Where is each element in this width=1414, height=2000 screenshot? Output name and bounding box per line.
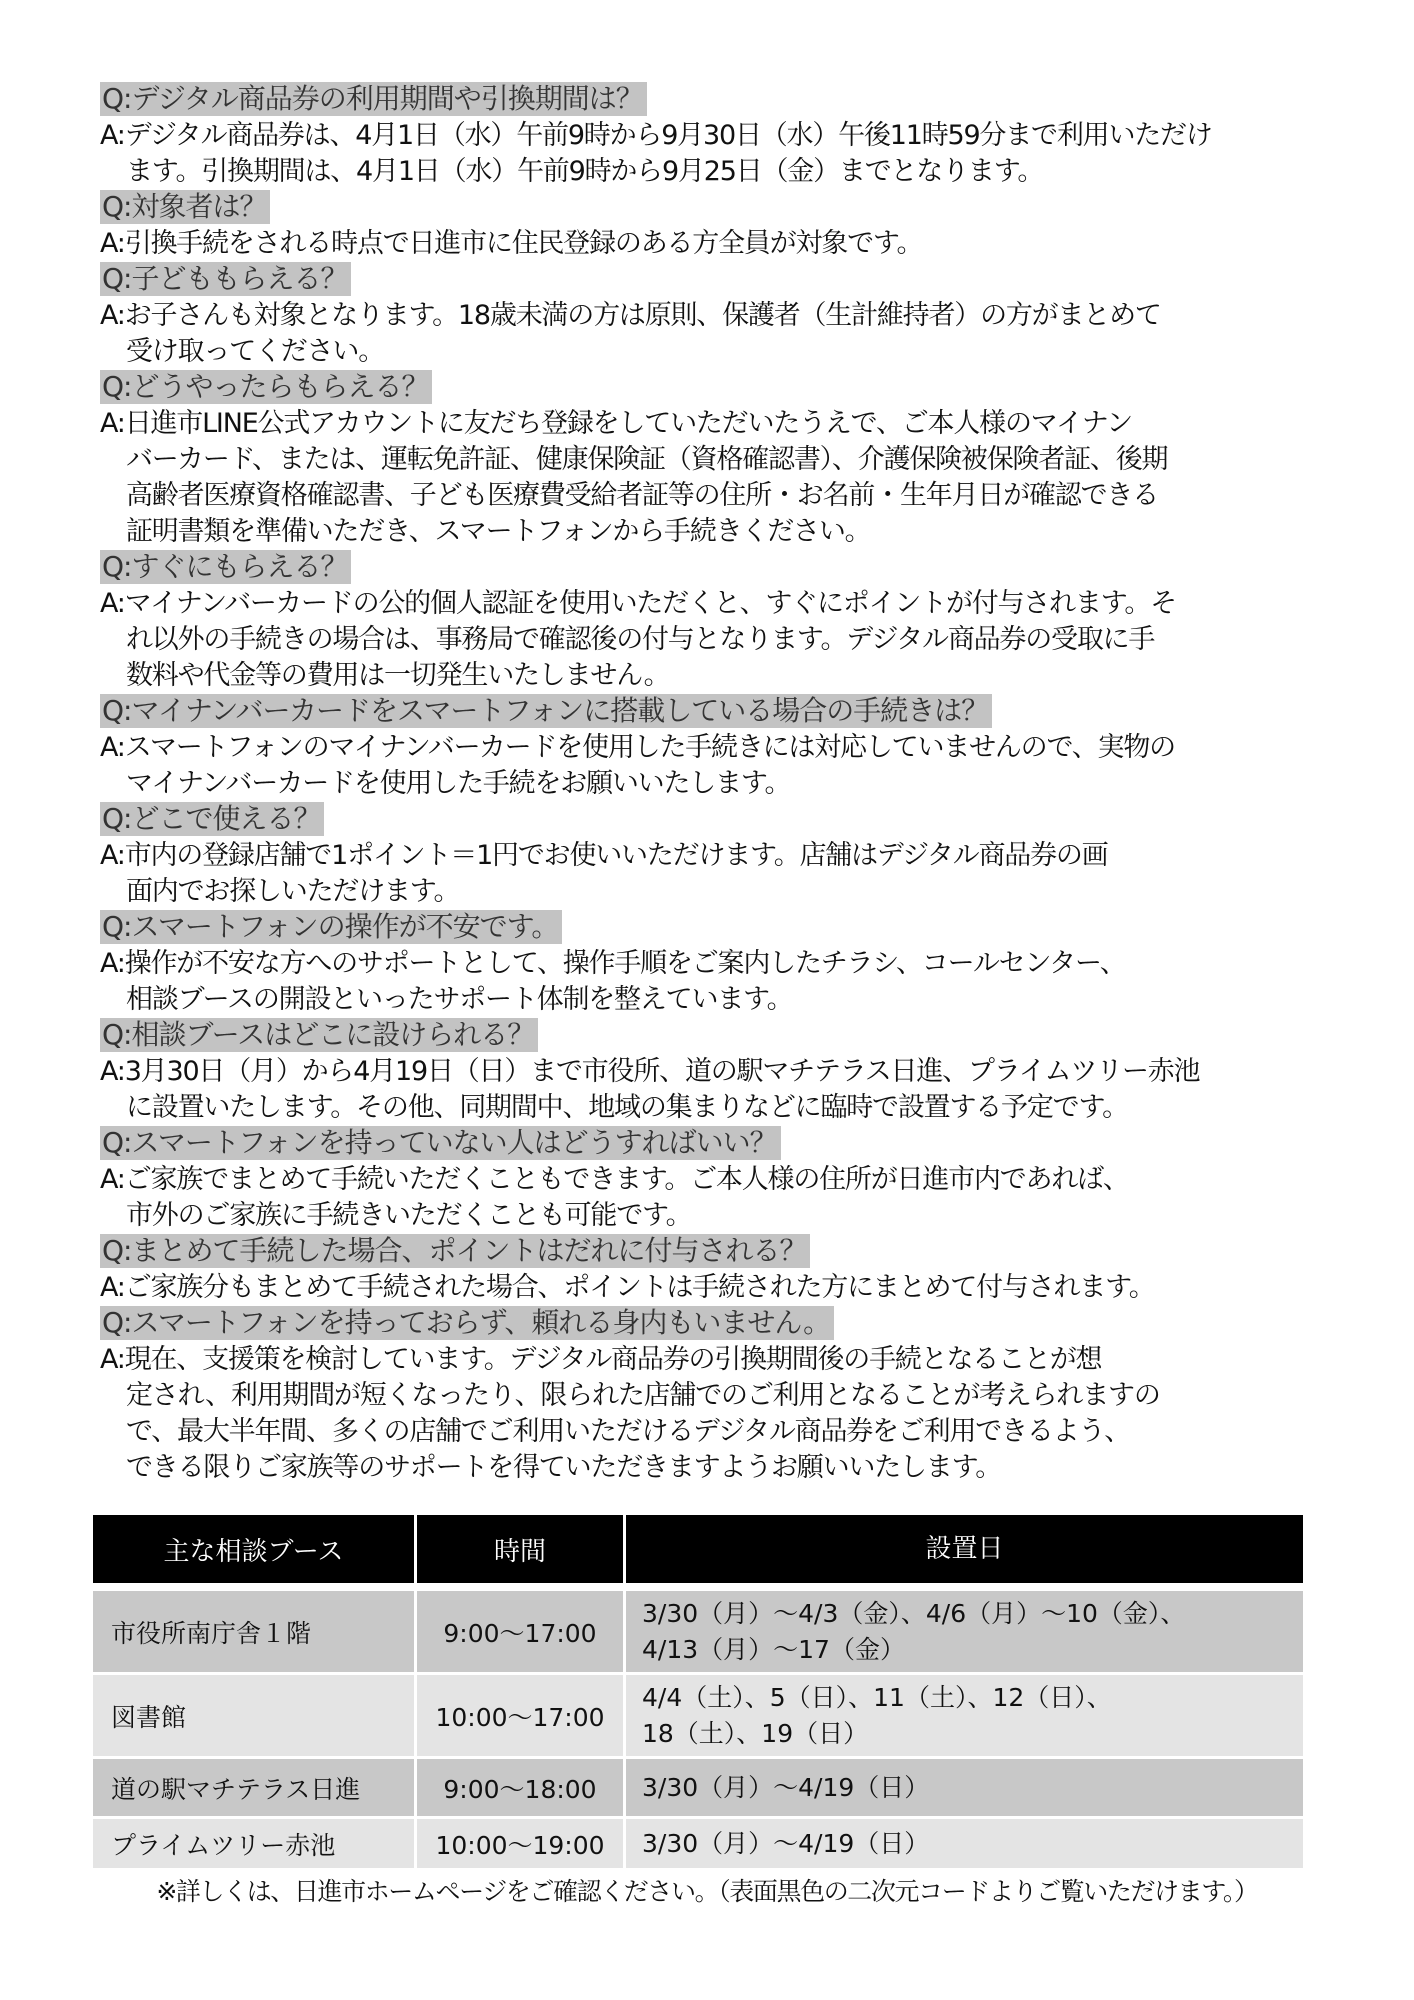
faq-question: Q:どうやったらもらえる？ <box>100 370 432 404</box>
faq-question: Q:すぐにもらえる？ <box>100 550 351 584</box>
booth-location: 道の駅マチテラス日進 <box>93 1759 414 1816</box>
booth-dates: 3/30（月）～4/19（日） <box>626 1759 1303 1816</box>
faq-question: Q:相談ブースはどこに設けられる？ <box>100 1018 538 1052</box>
faq-item <box>100 1126 1330 1234</box>
booth-hours: 10:00～19:00 <box>417 1819 623 1868</box>
faq-section <box>100 82 1330 1486</box>
booth-hours: 9:00～18:00 <box>417 1759 623 1816</box>
faq-question: Q:スマートフォンを持っておらず、頼れる身内もいません。 <box>100 1306 834 1340</box>
booth-dates-line: 4/4（土）、5（日）、11（土）、12（日）、 <box>642 1682 1112 1712</box>
faq-item <box>100 1234 1330 1306</box>
header-hours: 時間 <box>417 1515 623 1583</box>
booth-dates-line: 4/13（月）～17（金） <box>642 1634 905 1664</box>
faq-answer-line: A:3月30日（月）から4月19日（日）まで市役所、道の駅マチテラス日進、プライムツリー赤池 <box>100 1056 1200 1087</box>
faq-item <box>100 262 1330 370</box>
faq-answer-line: A:現在、支援策を検討しています。デジタル商品券の引換期間後の手続となることが想 <box>100 1344 1102 1375</box>
faq-answer-line: できる限りご家族等のサポートを得ていただきますようお願いいたします。 <box>126 1452 1002 1483</box>
faq-answer-line: バーカード、または、運転免許証、健康保険証（資格確認書）、介護保険被保険者証、後期 <box>126 444 1168 475</box>
faq-answer-line: 高齢者医療資格確認書、子ども医療費受給者証等の住所・お名前・生年月日が確認できる <box>126 480 1158 511</box>
header-location: 主な相談ブース <box>93 1515 414 1583</box>
table-row <box>93 1759 1303 1816</box>
faq-answer-line: A:引換手続をされる時点で日進市に住民登録のある方全員が対象です。 <box>100 228 923 259</box>
faq-item <box>100 550 1330 694</box>
faq-answer-line: 数料や代金等の費用は一切発生いたしません。 <box>126 660 670 691</box>
table-row <box>93 1675 1303 1756</box>
booth-dates <box>626 1591 1303 1672</box>
faq-answer-line: A:ご家族でまとめて手続いただくこともできます。ご本人様の住所が日進市内であれば、 <box>100 1164 1129 1195</box>
table-row <box>93 1819 1303 1868</box>
faq-answer-line: A:操作が不安な方へのサポートとして、操作手順をご案内したチラシ、コールセンター、 <box>100 948 1126 979</box>
booth-dates <box>626 1675 1303 1756</box>
booth-hours: 10:00～17:00 <box>417 1675 623 1756</box>
faq-question: Q:デジタル商品券の利用期間や引換期間は？ <box>100 82 647 116</box>
faq-item <box>100 370 1330 550</box>
table-row <box>93 1591 1303 1672</box>
booth-location: 図書館 <box>93 1675 414 1756</box>
faq-answer-line: A:日進市LINE公式アカウントに友だち登録をしていただいたうえで、ご本人様のマイナン <box>100 408 1133 439</box>
faq-answer-line: 市外のご家族に手続きいただくことも可能です。 <box>126 1200 692 1231</box>
faq-question: Q:どこで使える？ <box>100 802 324 836</box>
faq-question: Q:マイナンバーカードをスマートフォンに搭載している場合の手続きは？ <box>100 694 992 728</box>
faq-item <box>100 802 1330 910</box>
faq-answer-line: A:ご家族分もまとめて手続された場合、ポイントは手続された方にまとめて付与されます。 <box>100 1272 1155 1303</box>
faq-answer-line: 受け取ってください。 <box>126 336 384 367</box>
booth-dates: 3/30（月）～4/19（日） <box>626 1819 1303 1868</box>
faq-answer-line: A:お子さんも対象となります。18歳未満の方は原則、保護者（生計維持者）の方がまとめて <box>100 300 1161 331</box>
faq-question: Q:子どももらえる？ <box>100 262 351 296</box>
faq-item <box>100 1018 1330 1126</box>
footer-note: ※詳しくは、日進市ホームページをご確認ください。（表面黒色の二次元コードよりご覧いただけます。） <box>156 1877 1258 1906</box>
faq-answer-line: マイナンバーカードを使用した手続をお願いいたします。 <box>126 768 791 799</box>
faq-answer-line: 定され、利用期間が短くなったり、限られた店舗でのご利用となることが考えられますの <box>126 1380 1160 1411</box>
faq-question: Q:まとめて手続した場合、ポイントはだれに付与される？ <box>100 1234 810 1268</box>
booth-dates-line: 3/30（月）～4/3（金）、4/6（月）～10（金）、 <box>642 1598 1186 1628</box>
faq-question: Q:スマートフォンの操作が不安です。 <box>100 910 562 944</box>
faq-answer-line: 面内でお探しいただけます。 <box>126 876 460 907</box>
faq-item <box>100 910 1330 1018</box>
faq-item <box>100 190 1330 262</box>
consultation-booth-table <box>93 1515 1303 1868</box>
faq-answer-line: A:スマートフォンのマイナンバーカードを使用した手続きには対応していませんので、実物の <box>100 732 1175 763</box>
faq-answer-line: 証明書類を準備いただき、スマートフォンから手続きください。 <box>126 516 871 547</box>
faq-answer-line: A:デジタル商品券は、4月1日（水）午前9時から9月30日（水）午後11時59分まで利用いただけ <box>100 120 1212 151</box>
table-header-row <box>93 1515 1303 1583</box>
faq-answer-line: A:市内の登録店舗で1ポイント＝1円でお使いいただけます。店舗はデジタル商品券の画 <box>100 840 1108 871</box>
faq-answer-line: に設置いたします。その他、同期間中、地域の集まりなどに臨時で設置する予定です。 <box>126 1092 1128 1123</box>
booth-location: 市役所南庁舎１階 <box>93 1591 414 1672</box>
faq-answer-line: 相談ブースの開設といったサポート体制を整えています。 <box>126 984 793 1015</box>
faq-item <box>100 1306 1330 1486</box>
faq-answer-line: A:マイナンバーカードの公的個人認証を使用いただくと、すぐにポイントが付与されます。そ <box>100 588 1177 619</box>
faq-item <box>100 694 1330 802</box>
faq-question: Q:スマートフォンを持っていない人はどうすればいい？ <box>100 1126 781 1160</box>
faq-answer-line: で、最大半年間、多くの店舗でご利用いただけるデジタル商品券をご利用できるよう、 <box>126 1416 1131 1447</box>
booth-location: プライムツリー赤池 <box>93 1819 414 1868</box>
faq-answer-line: れ以外の手続きの場合は、事務局で確認後の付与となります。デジタル商品券の受取に手 <box>126 624 1155 655</box>
booth-hours: 9:00～17:00 <box>417 1591 623 1672</box>
faq-item <box>100 82 1330 190</box>
faq-answer-line: ます。引換期間は、4月1日（水）午前9時から9月25日（金）までとなります。 <box>126 156 1044 187</box>
booth-dates-line: 18（土）、19（日） <box>642 1718 869 1748</box>
header-dates: 設置日 <box>626 1515 1303 1583</box>
faq-question: Q:対象者は？ <box>100 190 270 224</box>
